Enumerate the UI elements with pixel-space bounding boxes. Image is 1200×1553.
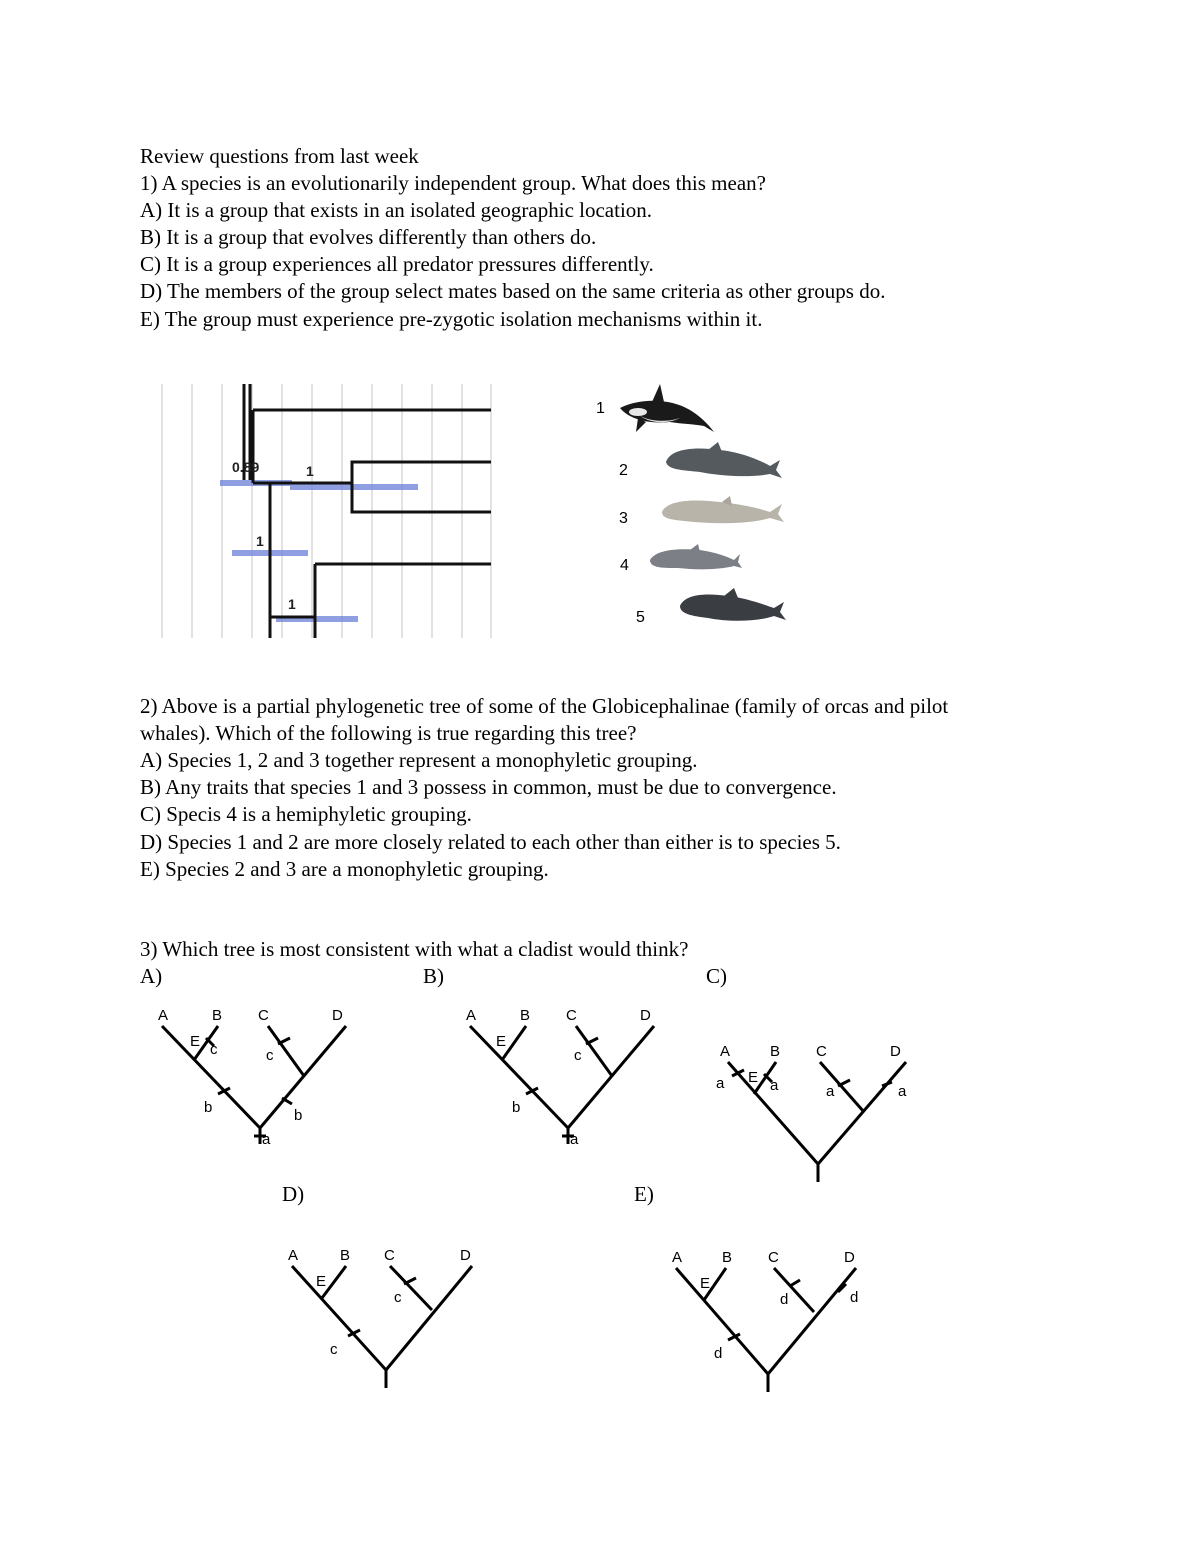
tree-d-taxon-a: A (288, 1247, 299, 1264)
tree-d-taxon-b: B (340, 1247, 351, 1264)
tree-d-taxon-c: C (384, 1247, 395, 1264)
tree-e-taxon-a: A (672, 1249, 683, 1266)
tree-a-mark-c2: c (266, 1047, 274, 1064)
q2-question-line1: 2) Above is a partial phylogenetic tree of some of the Globicephalinae (family of orcas and pilot (140, 694, 949, 718)
orca-illustration (620, 384, 714, 432)
phylogenetic-tree-figure (150, 380, 510, 642)
header-title: Review questions from last week (140, 144, 419, 168)
tree-a-taxon-c: C (258, 1007, 269, 1024)
whale-3-illustration (662, 496, 784, 523)
q3-option-label-d: D) (282, 1182, 305, 1206)
q2-option-d: D) Species 1 and 2 are more closely related to each other than either is to species 5. (140, 830, 841, 854)
cladogram-b (458, 1000, 668, 1160)
tree-e-taxon-c: C (768, 1249, 779, 1266)
tree-c-mark-e: E (748, 1069, 759, 1086)
tree-e-mark-d1: d (780, 1291, 789, 1308)
tree-c-mark-a1: a (716, 1075, 725, 1092)
tree-a-mark-c1: c (210, 1041, 218, 1058)
q2-option-c: C) Specis 4 is a hemiphyletic grouping. (140, 802, 472, 826)
q2-question-line2: whales). Which of the following is true regarding this tree? (140, 721, 637, 745)
tree-d-mark-e: E (316, 1273, 327, 1290)
tree-b-taxon-c: C (566, 1007, 577, 1024)
q1-option-e: E) The group must experience pre-zygotic isolation mechanisms within it. (140, 307, 763, 331)
tree-c-mark-a3: a (826, 1083, 835, 1100)
tree-a-mark-e: E (190, 1033, 201, 1050)
whale-4-illustration (650, 544, 742, 569)
tree-c-taxon-d: D (890, 1043, 901, 1060)
tree-b-taxon-a: A (466, 1007, 477, 1024)
tree-b-taxon-b: B (520, 1007, 531, 1024)
tree-e-taxon-b: B (722, 1249, 733, 1266)
cladogram-c (706, 1036, 926, 1186)
tree-b-mark-c: c (574, 1047, 582, 1064)
tree-e-mark-d3: d (714, 1345, 723, 1362)
q1-option-c: C) It is a group experiences all predator pressures differently. (140, 252, 654, 276)
species-number-3: 3 (619, 510, 628, 527)
tree-c-taxon-a: A (720, 1043, 731, 1060)
tree-e-mark-e: E (700, 1275, 711, 1292)
q1-question: 1) A species is an evolutionarily independent group. What does this mean? (140, 171, 766, 195)
tree-b-mark-e: E (496, 1033, 507, 1050)
tree-a-mark-b2: b (294, 1107, 303, 1124)
tree-b-mark-b: b (512, 1099, 521, 1116)
cladogram-d (280, 1240, 490, 1390)
support-value-1: 1 (306, 463, 314, 479)
species-number-1: 1 (596, 400, 605, 417)
q3-question: 3) Which tree is most consistent with what a cladist would think? (140, 937, 689, 961)
q2-option-e: E) Species 2 and 3 are a monophyletic grouping. (140, 857, 549, 881)
support-value-3: 1 (288, 596, 296, 612)
whale-5-illustration (680, 588, 786, 621)
q2-option-a: A) Species 1, 2 and 3 together represent a monophyletic grouping. (140, 748, 698, 772)
tree-branches (244, 384, 491, 638)
tree-b-taxon-d: D (640, 1007, 651, 1024)
tree-b-mark-a: a (570, 1131, 579, 1148)
whale-species-figure (590, 380, 810, 630)
tree-d-mark-c2: c (330, 1341, 338, 1358)
whale-2-illustration (666, 442, 782, 478)
q3-option-label-a: A) (140, 964, 163, 988)
q1-option-a: A) It is a group that exists in an isolated geographic location. (140, 198, 653, 222)
tree-a-mark-b1: b (204, 1099, 213, 1116)
q3-option-label-b: B) (423, 964, 444, 988)
tree-e-mark-d2: d (850, 1289, 859, 1306)
cladogram-a (150, 1000, 360, 1160)
tree-c-mark-a2: a (770, 1077, 779, 1094)
species-number-5: 5 (636, 609, 645, 626)
tree-a-taxon-d: D (332, 1007, 343, 1024)
tree-c-mark-a4: a (898, 1083, 907, 1100)
tree-e-taxon-d: D (844, 1249, 855, 1266)
support-value-0: 0.89 (232, 459, 260, 475)
cladogram-e (664, 1242, 874, 1392)
tree-d-taxon-d: D (460, 1247, 471, 1264)
q1-option-b: B) It is a group that evolves differently than others do. (140, 225, 597, 249)
q3-option-label-e: E) (634, 1182, 654, 1206)
tree-c-taxon-b: B (770, 1043, 781, 1060)
q1-option-d: D) The members of the group select mates based on the same criteria as other groups do. (140, 279, 886, 303)
tree-a-taxon-b: B (212, 1007, 223, 1024)
species-number-2: 2 (619, 462, 628, 479)
tree-a-taxon-a: A (158, 1007, 169, 1024)
support-value-2: 1 (256, 533, 264, 549)
q2-option-b: B) Any traits that species 1 and 3 possess in common, must be due to convergence. (140, 775, 837, 799)
tree-c-taxon-c: C (816, 1043, 827, 1060)
tree-d-mark-c1: c (394, 1289, 402, 1306)
confidence-bars (220, 480, 418, 622)
q3-option-label-c: C) (706, 964, 727, 988)
tree-a-mark-a: a (262, 1131, 271, 1148)
species-number-4: 4 (620, 557, 629, 574)
